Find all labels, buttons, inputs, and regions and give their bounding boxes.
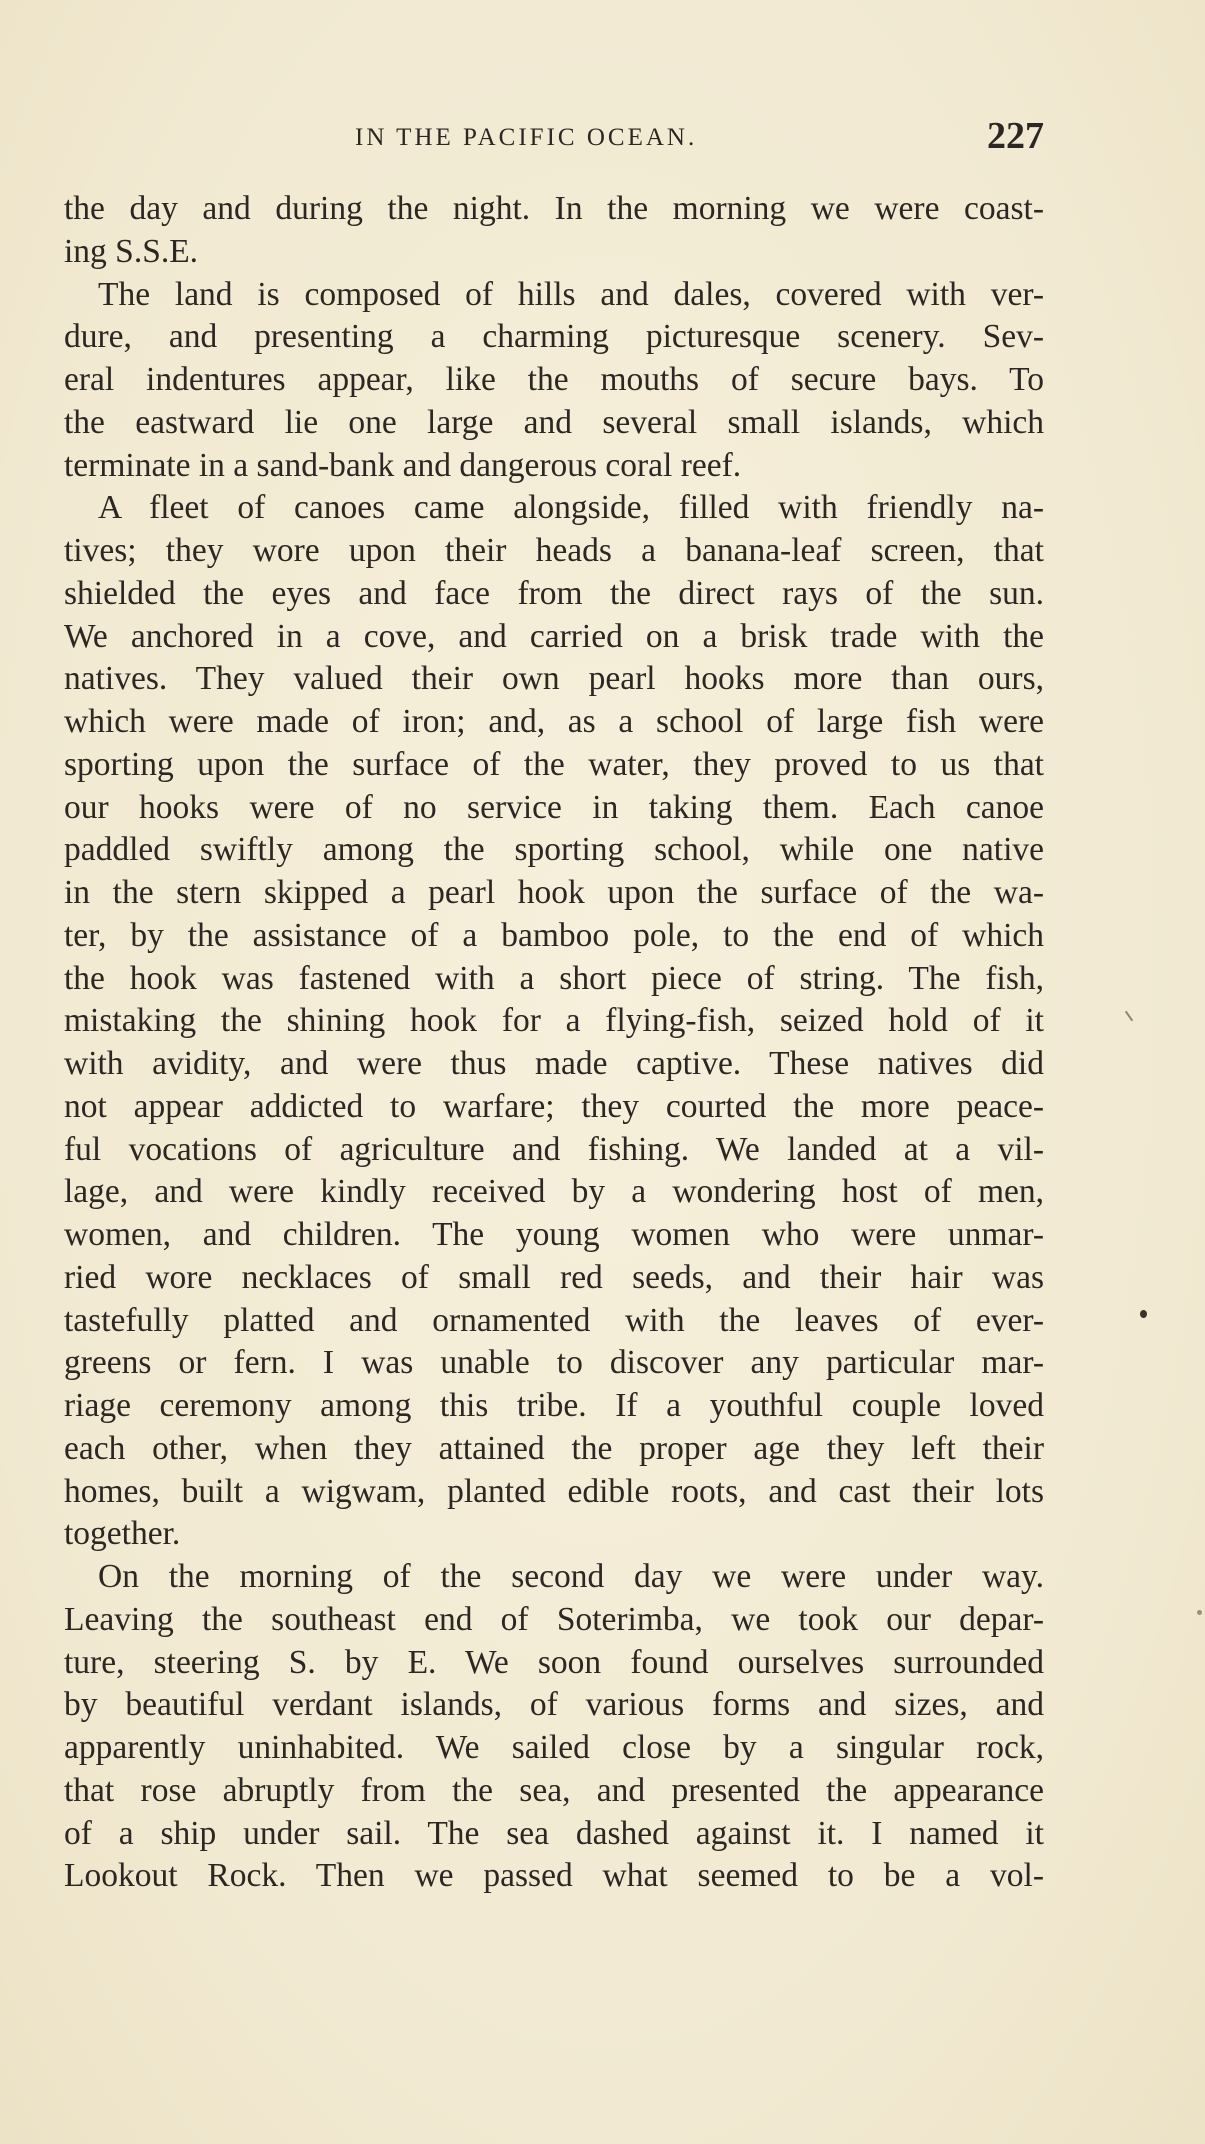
text-line [64,316,1044,359]
text-line-content: dure, and presenting a charming picturesque scenery. Sev- [64,318,1044,356]
text-line [64,487,1044,530]
text-line-content: the eastward lie one large and several small islands, which [64,403,1044,441]
text-line-content: mistaking the shining hook for a flying-fish, seized hold of it [64,1002,1044,1040]
page-number: 227 [987,115,1044,157]
text-line-content: tastefully platted and ornamented with the leaves of ever- [64,1301,1044,1339]
text-line [64,1813,1044,1856]
text-line [64,1214,1044,1257]
text-line [64,787,1044,830]
text-line [64,1000,1044,1043]
text-line-content: ing S.S.E. [64,232,199,270]
text-line-content: We anchored in a cove, and carried on a brisk trade with the [64,617,1044,655]
ink-speck [1197,1610,1202,1615]
text-line-content: the hook was fastened with a short piece of string. The fish, [64,959,1044,997]
text-line [64,616,1044,659]
text-line-content: paddled swiftly among the sporting school, while one native [64,831,1044,869]
text-line-content: shielded the eyes and face from the direct rays of the sun. [64,574,1044,612]
text-line-content: in the stern skipped a pearl hook upon the surface of the wa- [64,874,1044,911]
running-title: IN THE PACIFIC OCEAN. [355,124,698,151]
text-line [64,1855,1044,1898]
text-line [64,1727,1044,1770]
text-line-content: women, and children. The young women who were unmar- [64,1216,1044,1253]
text-line-content: riage ceremony among this tribe. If a youthful couple loved [64,1387,1044,1424]
text-line [64,958,1044,1001]
text-line [64,915,1044,958]
text-line-content: ter, by the assistance of a bamboo pole, to the end of which [64,916,1044,954]
text-line-content: The land is composed of hills and dales, covered with ver- [98,275,1044,313]
page-header [64,115,1044,170]
text-line [64,530,1044,573]
text-line [64,744,1044,787]
text-line-content: of a ship under sail. The sea dashed against it. I named it [64,1814,1044,1852]
text-line-content: not appear addicted to warfare; they courted the more peace- [64,1087,1044,1125]
text-line [64,701,1044,744]
text-line [64,872,1044,915]
text-line-content: ried wore necklaces of small red seeds, and their hair was [64,1258,1044,1296]
text-line [64,188,1044,231]
text-line [64,1556,1044,1599]
text-line-content: the day and during the night. In the morning we were coast- [64,190,1044,227]
text-line [64,1471,1044,1514]
text-line-content: Leaving the southeast end of Soterimba, we took our depar- [64,1600,1044,1638]
text-line-content: Lookout Rock. Then we passed what seemed to be a vol- [64,1857,1044,1895]
text-line-content: terminate in a sand-bank and dangerous coral reef. [64,446,742,484]
text-line-content: by beautiful verdant islands, of various forms and sizes, and [64,1686,1044,1724]
text-line-content: On the morning of the second day we were under way. [98,1558,1044,1595]
text-line [64,1513,1044,1556]
text-line-content: with avidity, and were thus made captive. These natives did [64,1045,1044,1082]
text-line [64,658,1044,701]
text-line [64,1257,1044,1300]
text-line-content: ful vocations of agriculture and fishing. We landed at a vil- [64,1130,1044,1168]
text-line [64,1684,1044,1727]
text-line [64,1428,1044,1471]
text-line [64,1342,1044,1385]
text-line [64,573,1044,616]
ink-speck [1140,1310,1147,1318]
text-line [64,1086,1044,1129]
text-line-content: homes, built a wigwam, planted edible roots, and cast their lots [64,1472,1044,1510]
text-line [64,1043,1044,1086]
text-line-content: together. [64,1515,181,1553]
text-line [64,1599,1044,1642]
text-line-content: lage, and were kindly received by a wondering host of men, [64,1173,1044,1211]
text-line [64,231,1044,274]
text-line-content: which were made of iron; and, as a school of large fish were [64,703,1044,740]
text-line [64,1300,1044,1343]
text-line-content: apparently uninhabited. We sailed close by a singular rock, [64,1729,1044,1766]
text-line-content: sporting upon the surface of the water, they proved to us that [64,745,1044,783]
ink-speck [1125,1011,1134,1022]
text-line [64,274,1044,317]
text-line [64,1770,1044,1813]
text-line-content: ture, steering S. by E. We soon found ourselves surrounded [64,1643,1044,1681]
text-line-content: greens or fern. I was unable to discover any particular mar- [64,1344,1044,1382]
text-line [64,445,1044,488]
text-line-content: natives. They valued their own pearl hooks more than ours, [64,660,1044,698]
text-line-content: our hooks were of no service in taking them. Each canoe [64,788,1044,826]
text-line [64,1171,1044,1214]
text-line [64,829,1044,872]
text-line-content: eral indentures appear, like the mouths of secure bays. To [64,361,1044,398]
text-line-content: A fleet of canoes came alongside, filled with friendly na- [98,489,1044,527]
text-line [64,359,1044,402]
text-line-content: that rose abruptly from the sea, and presented the appearance [64,1771,1044,1809]
text-line [64,1385,1044,1428]
text-line-content: tives; they wore upon their heads a banana-leaf screen, that [64,532,1044,569]
text-line [64,1642,1044,1685]
text-line [64,1129,1044,1172]
text-line-content: each other, when they attained the proper age they left their [64,1429,1044,1467]
text-line [64,402,1044,445]
body-text [64,188,1044,1898]
